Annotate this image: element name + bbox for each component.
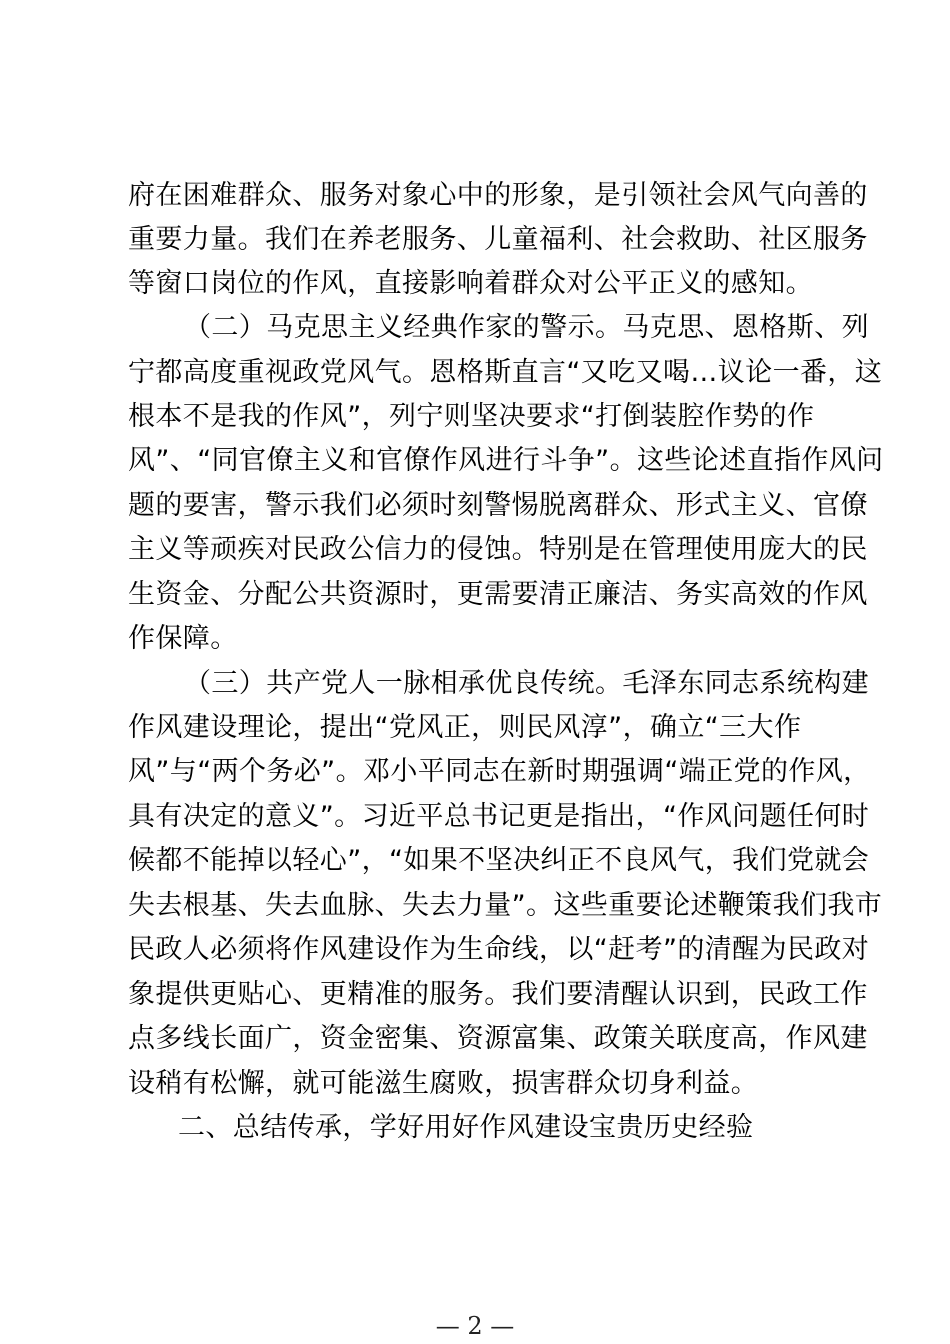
text-line: 设稍有松懈，就可能滋生腐败，损害群众切身利益。: [128, 1068, 759, 1099]
text-line: 宁都高度重视政党风气。恩格斯直言“又吃又喝…议论一番，这: [128, 357, 883, 388]
text-line: 府在困难群众、服务对象心中的形象，是引领社会风气向善的: [128, 180, 868, 211]
text-line: 象提供更贴心、更精准的服务。我们要清醒认识到，民政工作: [128, 979, 868, 1010]
text-line: 生资金、分配公共资源时，更需要清正廉洁、务实高效的作风: [128, 579, 868, 610]
page-number: — 2 —: [435, 1312, 515, 1340]
text-line: 点多线长面广，资金密集、资源富集、政策关联度高，作风建: [128, 1023, 868, 1054]
section-heading-main: 二、总结传承，学好用好作风建设宝贵历史经验: [178, 1112, 754, 1143]
text-line: 民政人必须将作风建设作为生命线，以“赶考”的清醒为民政对: [128, 934, 870, 965]
text-line: 根本不是我的作风”，列宁则坚决要求“打倒装腔作势的作: [128, 401, 815, 432]
text-line: 失去根基、失去血脉、失去力量”。这些重要论述鞭策我们我市: [128, 890, 883, 921]
text-line: 风”、“同官僚主义和官僚作风进行斗争”。这些论述直指作风问: [128, 445, 884, 476]
text-line: 作风建设理论，提出“党风正，则民风淳”，确立“三大作: [128, 712, 802, 743]
text-line: 重要力量。我们在养老服务、儿童福利、社会救助、社区服务: [128, 224, 868, 255]
text-line: 作保障。: [128, 623, 238, 654]
text-line: 等窗口岗位的作风，直接影响着群众对公平正义的感知。: [128, 268, 813, 299]
text-line: 具有决定的意义”。习近平总书记更是指出，“作风问题任何时: [128, 801, 870, 832]
text-line: 主义等顽疾对民政公信力的侵蚀。特别是在管理使用庞大的民: [128, 534, 868, 565]
section-heading-3: （三）共产党人一脉相承优良传统。毛泽东同志系统构建: [184, 668, 869, 699]
text-line: 风”与“两个务必”。邓小平同志在新时期强调“端正党的作风，: [128, 756, 871, 787]
text-line: 题的要害，警示我们必须时刻警惕脱离群众、形式主义、官僚: [128, 490, 868, 521]
section-heading-2: （二）马克思主义经典作家的警示。马克思、恩格斯、列: [184, 312, 869, 343]
text-line: 候都不能掉以轻心”，“如果不坚决纠正不良风气，我们党就会: [128, 845, 870, 876]
